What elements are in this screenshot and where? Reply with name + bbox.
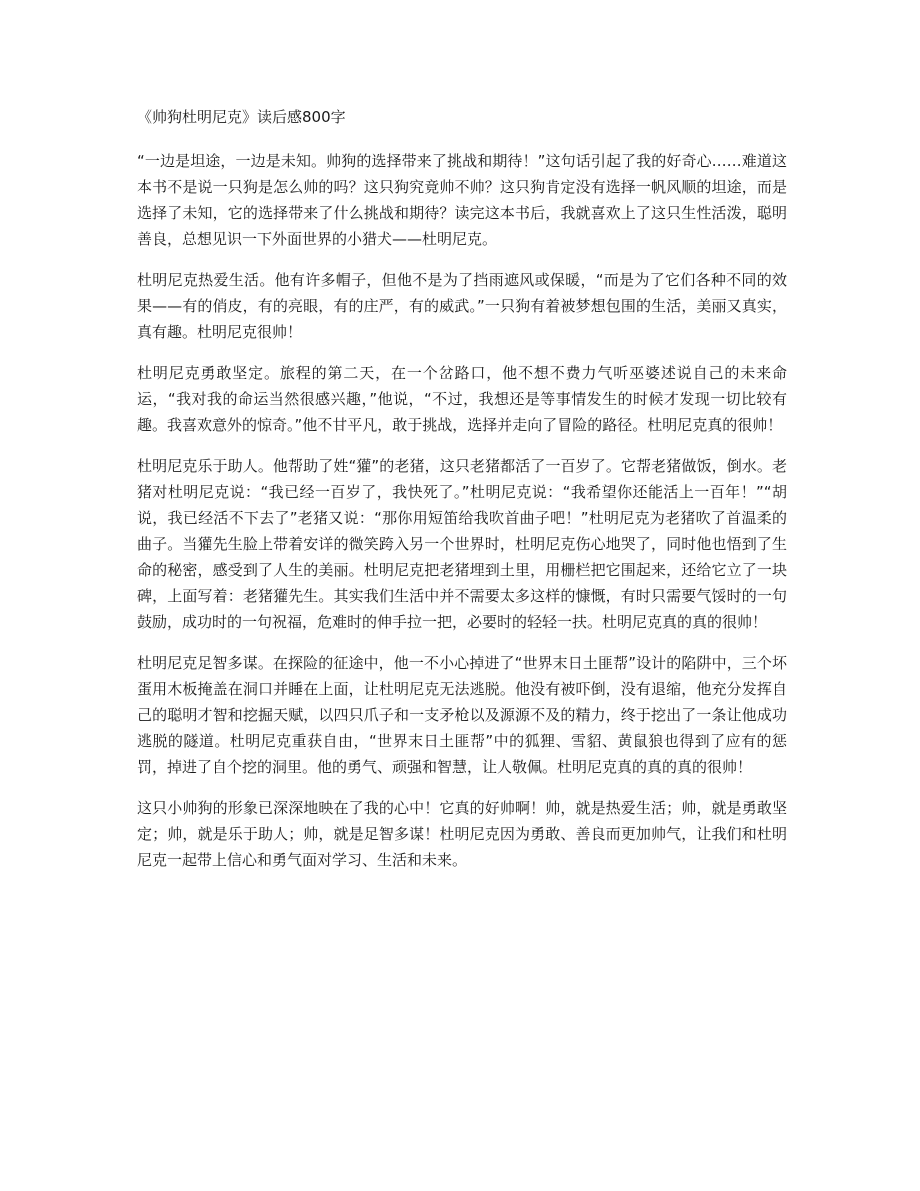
paragraph-helpful: 杜明尼克乐于助人。他帮助了姓“獾”的老猪，这只老猪都活了一百岁了。它帮老猪做饭，倒水。老猪对杜明尼克说：“我已经一百岁了，我快死了。”杜明尼克说：“我希望你还能活上一百年！”“胡说，我已经活不下去了”老猪又说：“那你用短笛给我吹首曲子吧！”杜明尼克为老猪吹了首温柔的曲子。当獾先生脸上带着安详的微笑跨入另一个世界时，杜明尼克伤心地哭了，同时他也悟到了生命的秘密，感受到了人生的美丽。杜明尼克把老猪埋到土里，用栅栏把它围起来，还给它立了一块碑，上面写着：老猪獾先生。其实我们生活中并不需要太多这样的慷慨，有时只需要气馁时的一句鼓励，成功时的一句祝福，危难时的伸手拉一把，必要时的轻轻一扶。杜明尼克真的真的很帅！ [137, 457, 787, 631]
paragraph-intro: “一边是坦途，一边是未知。帅狗的选择带来了挑战和期待！”这句话引起了我的好奇心……难道这本书不是说一只狗是怎么帅的吗？这只狗究竟帅不帅？这只狗肯定没有选择一帆风顺的坦途，而是选择了未知，它的选择带来了什么挑战和期待？读完这本书后，我就喜欢上了这只生性活泼，聪明善良，总想见识一下外面世界的小猎犬——杜明尼克。 [137, 152, 787, 248]
paragraph-loves-life: 杜明尼克热爱生活。他有许多帽子，但他不是为了挡雨遮风或保暖，“而是为了它们各种不同的效果——有的俏皮，有的亮眼，有的庄严，有的威武。”一只狗有着被梦想包围的生活，美丽又真实，真有趣。杜明尼克很帅！ [137, 271, 787, 341]
document-title: 《帅狗杜明尼克》读后感800字 [137, 108, 346, 126]
paragraph-resourceful: 杜明尼克足智多谋。在探险的征途中，他一不小心掉进了“世界末日土匪帮”设计的陷阱中，三个坏蛋用木板掩盖在洞口并睡在上面，让杜明尼克无法逃脱。他没有被吓倒，没有退缩，他充分发挥自己的聪明才智和挖掘天赋，以四只爪子和一支矛枪以及源源不及的精力，终于挖出了一条让他成功逃脱的隧道。杜明尼克重获自由，“世界末日土匪帮”中的狐狸、雪貂、黄鼠狼也得到了应有的惩罚，掉进了自个挖的洞里。他的勇气、顽强和智慧，让人敬佩。杜明尼克真的真的真的很帅！ [137, 654, 787, 776]
paragraph-brave: 杜明尼克勇敢坚定。旅程的第二天，在一个岔路口，他不想不费力气听巫婆述说自己的未来命运，“我对我的命运当然很感兴趣，”他说，“不过，我想还是等事情发生的时候才发现一切比较有趣。我喜欢意外的惊奇。”他不甘平凡，敢于挑战，选择并走向了冒险的路径。杜明尼克真的很帅！ [137, 364, 787, 434]
paragraph-conclusion: 这只小帅狗的形象已深深地映在了我的心中！它真的好帅啊！帅，就是热爱生活；帅，就是勇敢坚定；帅，就是乐于助人；帅，就是足智多谋！杜明尼克因为勇敢、善良而更加帅气，让我们和杜明尼克一起带上信心和勇气面对学习、生活和未来。 [137, 799, 787, 869]
document-body [137, 106, 787, 888]
